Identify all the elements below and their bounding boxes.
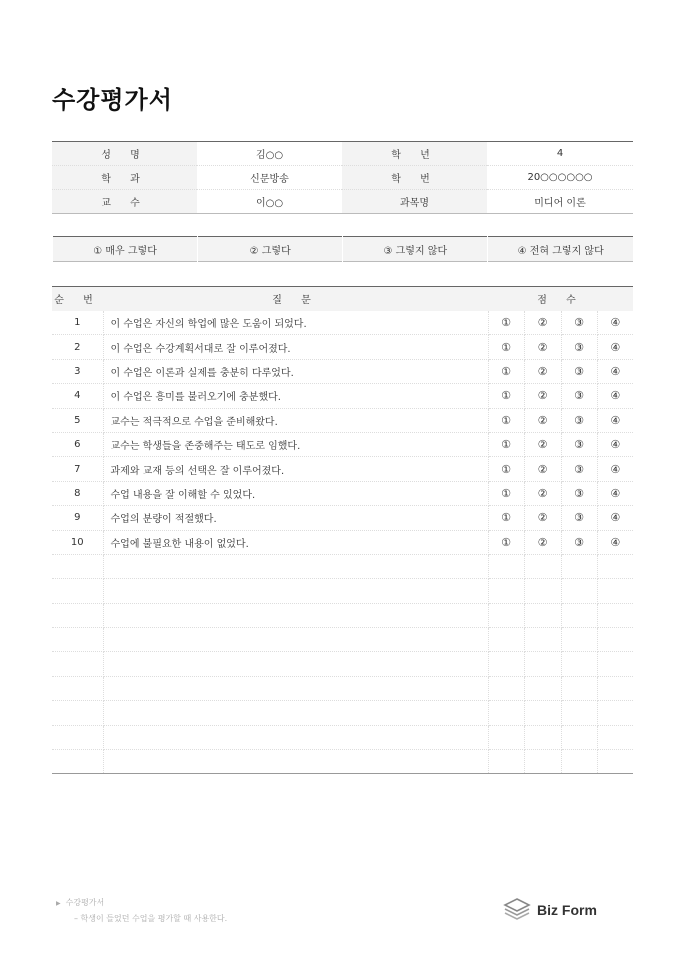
empty-cell	[52, 579, 103, 603]
questions-body	[52, 311, 633, 774]
empty-cell	[524, 725, 561, 749]
empty-cell	[52, 750, 103, 774]
header-score: 점 수	[488, 287, 633, 311]
empty-cell	[524, 628, 561, 652]
question-number: 9	[52, 506, 103, 530]
empty-cell	[524, 750, 561, 774]
info-label-grade: 학 년	[342, 142, 487, 166]
empty-row	[52, 579, 633, 603]
empty-cell	[597, 603, 633, 627]
table-row	[52, 359, 633, 383]
empty-cell	[52, 652, 103, 676]
table-row	[52, 481, 633, 505]
score-option-2[interactable]: ②	[524, 335, 561, 359]
table-row	[52, 506, 633, 530]
table-row	[52, 311, 633, 335]
empty-row	[52, 554, 633, 578]
empty-cell	[488, 725, 524, 749]
score-option-4[interactable]: ④	[597, 384, 633, 408]
empty-cell	[524, 554, 561, 578]
header-number: 순 번	[52, 287, 103, 311]
info-value-name: 김○○	[197, 142, 342, 166]
table-row	[52, 432, 633, 456]
question-text: 이 수업은 흥미를 불러오기에 충분했다.	[103, 384, 488, 408]
empty-cell	[488, 676, 524, 700]
question-number: 1	[52, 311, 103, 335]
score-option-2[interactable]: ②	[524, 506, 561, 530]
evaluation-questions-table	[52, 286, 633, 774]
score-option-2[interactable]: ②	[524, 530, 561, 554]
question-text: 교수는 적극적으로 수업을 준비해왔다.	[103, 408, 488, 432]
score-option-4[interactable]: ④	[597, 359, 633, 383]
empty-cell	[52, 701, 103, 725]
score-option-1[interactable]: ①	[488, 530, 524, 554]
info-row	[52, 166, 633, 190]
score-option-1[interactable]: ①	[488, 408, 524, 432]
empty-cell	[103, 579, 488, 603]
empty-cell	[488, 628, 524, 652]
score-option-2[interactable]: ②	[524, 481, 561, 505]
empty-cell	[103, 603, 488, 627]
empty-cell	[52, 676, 103, 700]
score-option-2[interactable]: ②	[524, 384, 561, 408]
question-number: 3	[52, 359, 103, 383]
score-option-3[interactable]: ③	[561, 481, 597, 505]
empty-cell	[488, 554, 524, 578]
empty-cell	[103, 725, 488, 749]
logo-text: Biz Form	[537, 902, 597, 918]
score-option-3[interactable]: ③	[561, 359, 597, 383]
score-option-2[interactable]: ②	[524, 432, 561, 456]
empty-row	[52, 725, 633, 749]
empty-cell	[597, 676, 633, 700]
empty-cell	[103, 628, 488, 652]
empty-cell	[103, 676, 488, 700]
empty-row	[52, 652, 633, 676]
score-option-4[interactable]: ④	[597, 481, 633, 505]
question-number: 7	[52, 457, 103, 481]
empty-cell	[597, 750, 633, 774]
score-option-4[interactable]: ④	[597, 530, 633, 554]
question-number: 10	[52, 530, 103, 554]
score-option-4[interactable]: ④	[597, 408, 633, 432]
info-label-professor: 교 수	[52, 190, 197, 214]
page-title: 수강평가서	[52, 86, 173, 114]
empty-cell	[561, 725, 597, 749]
info-value-department: 신문방송	[197, 166, 342, 190]
question-text: 교수는 학생들을 존중해주는 태도로 임했다.	[103, 432, 488, 456]
score-option-3[interactable]: ③	[561, 457, 597, 481]
score-option-3[interactable]: ③	[561, 408, 597, 432]
empty-row	[52, 628, 633, 652]
score-option-3[interactable]: ③	[561, 506, 597, 530]
info-value-professor: 이○○	[255, 198, 284, 209]
empty-row	[52, 750, 633, 774]
score-option-3[interactable]: ③	[561, 384, 597, 408]
score-option-3[interactable]: ③	[561, 335, 597, 359]
question-number: 8	[52, 481, 103, 505]
empty-cell	[103, 750, 488, 774]
empty-row	[52, 603, 633, 627]
header-question: 질 문	[103, 287, 488, 311]
table-row	[52, 384, 633, 408]
empty-cell	[524, 579, 561, 603]
question-text: 수업 내용을 잘 이해할 수 있었다.	[103, 481, 488, 505]
info-value-grade: 4	[487, 142, 633, 166]
score-option-4[interactable]: ④	[597, 335, 633, 359]
empty-cell	[103, 652, 488, 676]
empty-cell	[561, 579, 597, 603]
empty-cell	[597, 652, 633, 676]
info-value-student-id: 20○○○○○○	[487, 166, 633, 190]
info-label-department: 학 과	[52, 166, 197, 190]
score-option-3[interactable]: ③	[561, 311, 597, 335]
score-option-4[interactable]: ④	[597, 311, 633, 335]
layers-icon	[503, 897, 531, 923]
info-label-student-id: 학 번	[342, 166, 487, 190]
empty-cell	[561, 750, 597, 774]
scale-option-1: ① 매우 그렇다	[53, 237, 198, 262]
info-label-course: 과목명	[342, 190, 487, 214]
empty-cell	[52, 554, 103, 578]
rating-scale-legend	[52, 236, 633, 262]
score-option-2[interactable]: ②	[524, 311, 561, 335]
empty-cell	[52, 725, 103, 749]
question-number: 4	[52, 384, 103, 408]
score-option-4[interactable]: ④	[597, 457, 633, 481]
score-option-2[interactable]: ②	[524, 359, 561, 383]
empty-cell	[561, 676, 597, 700]
empty-cell	[597, 579, 633, 603]
empty-cell	[597, 554, 633, 578]
empty-cell	[597, 701, 633, 725]
footer-title: 수강평가서	[65, 898, 105, 907]
empty-cell	[561, 628, 597, 652]
question-number: 2	[52, 335, 103, 359]
table-row	[52, 408, 633, 432]
question-text: 과제와 교재 등의 선택은 잘 이루어졌다.	[103, 457, 488, 481]
score-option-2[interactable]: ②	[524, 408, 561, 432]
empty-cell	[52, 603, 103, 627]
score-option-1[interactable]: ①	[488, 506, 524, 530]
table-row	[52, 530, 633, 554]
empty-cell	[561, 652, 597, 676]
info-value-course: 미디어 이론	[534, 198, 586, 209]
bizform-logo	[503, 897, 597, 923]
table-row	[52, 335, 633, 359]
empty-cell	[561, 701, 597, 725]
score-option-2[interactable]: ②	[524, 457, 561, 481]
question-text: 수업의 분량이 적절했다.	[103, 506, 488, 530]
student-info-table	[52, 141, 633, 214]
empty-cell	[488, 652, 524, 676]
empty-cell	[561, 554, 597, 578]
empty-cell	[488, 701, 524, 725]
empty-cell	[52, 628, 103, 652]
empty-cell	[597, 725, 633, 749]
score-option-1[interactable]: ①	[488, 432, 524, 456]
empty-row	[52, 701, 633, 725]
empty-cell	[488, 579, 524, 603]
empty-cell	[488, 750, 524, 774]
empty-cell	[103, 701, 488, 725]
question-number: 6	[52, 432, 103, 456]
question-text: 이 수업은 자신의 학업에 많은 도움이 되었다.	[103, 311, 488, 335]
score-option-1[interactable]: ①	[488, 359, 524, 383]
table-row	[52, 457, 633, 481]
question-text: 이 수업은 수강계획서대로 잘 이루어졌다.	[103, 335, 488, 359]
score-option-1[interactable]: ①	[488, 481, 524, 505]
scale-option-4: ④ 전혀 그렇지 않다	[488, 237, 633, 262]
score-option-3[interactable]: ③	[561, 432, 597, 456]
score-option-1[interactable]: ①	[488, 335, 524, 359]
question-text: 수업에 불필요한 내용이 없었다.	[103, 530, 488, 554]
empty-row	[52, 676, 633, 700]
question-text: 이 수업은 이론과 실제를 충분히 다루었다.	[103, 359, 488, 383]
empty-cell	[524, 701, 561, 725]
score-option-4[interactable]: ④	[597, 506, 633, 530]
score-option-1[interactable]: ①	[488, 311, 524, 335]
score-option-1[interactable]: ①	[488, 384, 524, 408]
empty-cell	[597, 628, 633, 652]
scale-option-2: ② 그렇다	[198, 237, 343, 262]
empty-cell	[524, 652, 561, 676]
question-number: 5	[52, 408, 103, 432]
empty-cell	[103, 554, 488, 578]
info-label-name: 성 명	[52, 142, 197, 166]
score-option-4[interactable]: ④	[597, 432, 633, 456]
empty-cell	[524, 676, 561, 700]
score-option-1[interactable]: ①	[488, 457, 524, 481]
score-option-3[interactable]: ③	[561, 530, 597, 554]
bullet-icon: ▶	[56, 900, 61, 907]
empty-cell	[561, 603, 597, 627]
empty-cell	[524, 603, 561, 627]
info-row	[52, 190, 633, 214]
footer-description: – 학생이 들었던 수업을 평가할 때 사용한다.	[74, 914, 228, 923]
scale-option-3: ③ 그렇지 않다	[343, 237, 488, 262]
footer-note	[56, 895, 227, 926]
empty-cell	[488, 603, 524, 627]
info-row	[52, 142, 633, 166]
